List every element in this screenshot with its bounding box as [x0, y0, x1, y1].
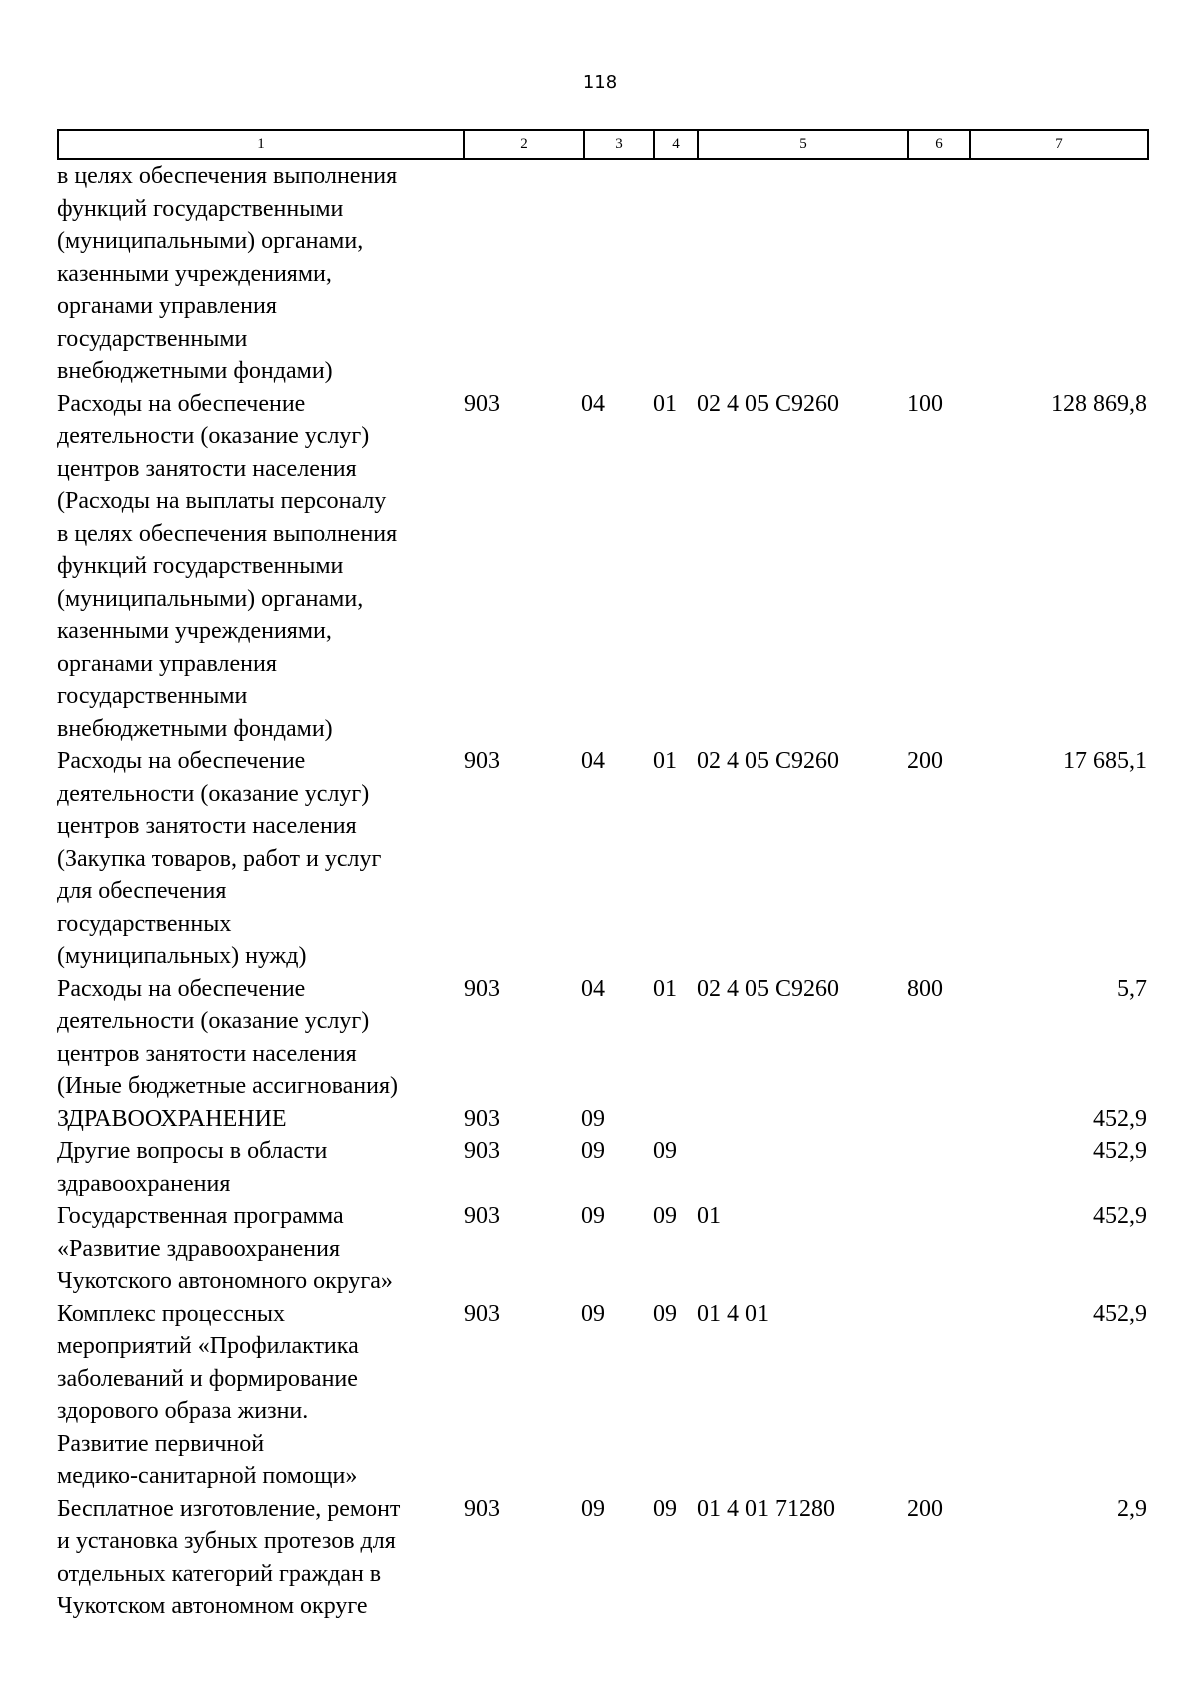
ministry-code: 903 — [464, 975, 500, 1002]
expense-type-code: 200 — [907, 1495, 943, 1522]
item-name: Государственная программа «Развитие здравоохранения Чукотского автономного округа» — [57, 1203, 393, 1294]
column-header: 7 — [970, 130, 1148, 159]
target-article-code: 01 4 01 71280 — [697, 1495, 835, 1522]
ministry-code: 903 — [464, 1105, 500, 1132]
subsection-code: 09 — [653, 1203, 677, 1229]
item-name: Комплекс процессных мероприятий «Профилактика заболеваний и формирование здорового образа жизни. Развитие первичной медико-санитарной помощи» — [57, 1300, 359, 1489]
target-article-code: 01 4 01 — [697, 1300, 769, 1327]
budget-table-body — [0, 160, 1200, 1623]
column-number-row — [58, 130, 1148, 159]
column-header: 2 — [464, 130, 584, 159]
amount: 2,9 — [1117, 1495, 1147, 1522]
ministry-code: 903 — [464, 1300, 500, 1327]
item-name: Другие вопросы в области здравоохранения — [57, 1138, 328, 1197]
ministry-code: 903 — [464, 748, 500, 774]
target-article-code: 01 — [697, 1203, 721, 1229]
item-name: в целях обеспечения выполнения функций государственными (муниципальными) органами, казенными учреждениями, органами управления государственными внебюджетными фондами) — [57, 163, 398, 384]
column-header: 6 — [908, 130, 970, 159]
table-row — [0, 1493, 1200, 1623]
expense-type-code: 200 — [907, 748, 943, 774]
subsection-code: 01 — [653, 390, 677, 417]
table-row — [0, 1200, 1200, 1298]
amount: 452,9 — [1093, 1300, 1147, 1327]
page-number: 118 — [582, 72, 618, 93]
target-article-code: 02 4 05 С9260 — [697, 748, 840, 774]
amount: 452,9 — [1093, 1105, 1147, 1132]
section-code: 09 — [581, 1138, 605, 1164]
column-header: 1 — [58, 130, 464, 159]
subsection-code: 09 — [653, 1138, 677, 1164]
subsection-code: 01 — [653, 748, 677, 774]
amount: 452,9 — [1093, 1138, 1147, 1164]
amount: 5,7 — [1117, 975, 1147, 1002]
section-code: 04 — [581, 975, 605, 1002]
table-row — [0, 1298, 1200, 1493]
target-article-code: 02 4 05 С9260 — [697, 390, 840, 417]
item-name: Расходы на обеспечение деятельности (оказание услуг) центров занятости населения (Иные бюджетные ассигнования) — [57, 975, 398, 1099]
amount: 17 685,1 — [1063, 748, 1147, 774]
target-article-code: 02 4 05 С9260 — [697, 975, 840, 1002]
item-name: Расходы на обеспечение деятельности (оказание услуг) центров занятости населения (Расходы на выплаты персоналу в целях обеспечения выполнения функций государственными (муниципальными) органами, казенными учреждениями, органами управления государственными внебюджетными фондами) — [57, 390, 398, 742]
section-code: 09 — [581, 1203, 605, 1229]
item-name: Расходы на обеспечение деятельности (оказание услуг) центров занятости населения (Закупка товаров, работ и услуг для обеспечения государственных (муниципальных) нужд) — [57, 748, 382, 969]
ministry-code: 903 — [464, 1495, 500, 1522]
column-header: 4 — [654, 130, 698, 159]
subsection-code: 01 — [653, 975, 677, 1002]
subsection-code: 09 — [653, 1495, 677, 1522]
column-header-table — [57, 129, 1149, 160]
expense-type-code: 800 — [907, 975, 943, 1002]
expense-type-code: 100 — [907, 390, 943, 417]
section-code: 04 — [581, 390, 605, 417]
section-code: 09 — [581, 1300, 605, 1327]
table-row — [0, 388, 1200, 746]
section-code: 09 — [581, 1105, 605, 1132]
table-row — [0, 973, 1200, 1103]
subsection-code: 09 — [653, 1300, 677, 1327]
ministry-code: 903 — [464, 1203, 500, 1229]
table-row — [0, 745, 1200, 973]
amount: 128 869,8 — [1051, 390, 1147, 417]
item-name: ЗДРАВООХРАНЕНИЕ — [57, 1105, 287, 1132]
column-header: 3 — [584, 130, 654, 159]
ministry-code: 903 — [464, 1138, 500, 1164]
table-row — [0, 160, 1200, 388]
section-code: 09 — [581, 1495, 605, 1522]
column-header: 5 — [698, 130, 908, 159]
amount: 452,9 — [1093, 1203, 1147, 1229]
table-row — [0, 1135, 1200, 1200]
item-name: Бесплатное изготовление, ремонт и установка зубных протезов для отдельных категорий граждан в Чукотском автономном округе — [57, 1495, 401, 1619]
section-code: 04 — [581, 748, 605, 774]
table-row — [0, 1103, 1200, 1136]
ministry-code: 903 — [464, 390, 500, 417]
